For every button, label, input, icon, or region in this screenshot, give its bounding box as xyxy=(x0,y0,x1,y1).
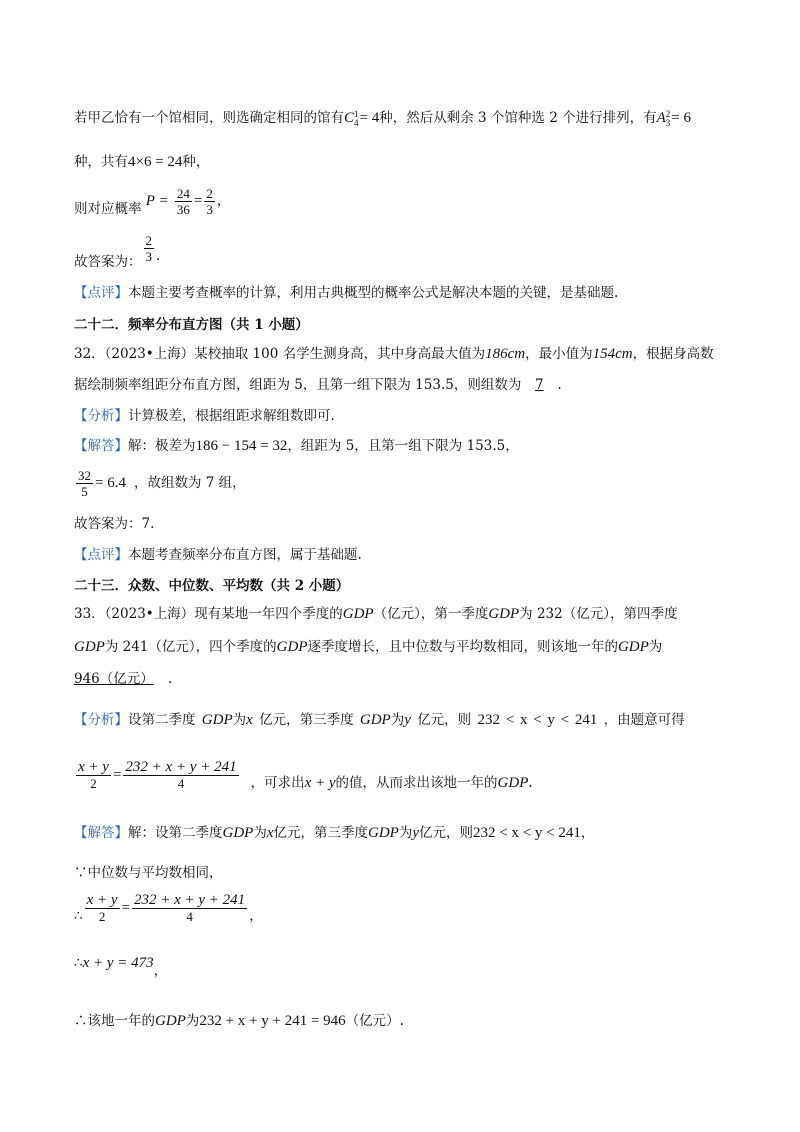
question-32-line-2: 据绘制频率组距分布直方图，组距为 5，且第一组下限为 153.5，则组数为 7 . xyxy=(74,377,562,393)
comment-1: 【点评】本题主要考查概率的计算，利用古典概型的概率公式是解决本题的关键，是基础题. xyxy=(74,285,619,301)
question-33-line-1: 33．（2023•上海）现有某地一年四个季度的GDP（亿元），第一季度GDP为 232（亿元），第四季度 xyxy=(74,606,678,622)
answer-2-line-3: ∴ $\frac{x + y}{2}$ = $\frac{232 + x + y + 241}{4}$ ， xyxy=(74,892,263,924)
answer-1-line-2: $\frac{32}{5}$ = 6.4 ，故组数为 7 组， xyxy=(78,468,246,499)
answer-1-line-1: 【解答】解：极差为186 − 154 = 32，组距为 5，且第一组下限为 153.5， xyxy=(74,438,519,454)
tag-label: 【点评】 xyxy=(74,285,128,301)
math-a: A 2 3 xyxy=(656,108,671,128)
tag-label: 【解答】 xyxy=(74,438,128,454)
tag-label: 【点评】 xyxy=(74,547,128,563)
question-33-line-3: 946（亿元） . xyxy=(74,671,173,687)
section-heading-23: 二十三．众数、中位数、平均数（共 2 小题） xyxy=(74,578,350,594)
fraction: $\frac{x + y}{2}$ xyxy=(86,892,118,924)
fraction: $\frac{2}{3}$ xyxy=(206,186,213,217)
analysis-2-line-2: $\frac{x + y}{2}$ = $\frac{232 + x + y + 241}{4}$ ，可求出x + y的值，从而求出该地一年的GDP. xyxy=(78,759,533,791)
answer-1-line-3: 故答案为：7. xyxy=(74,516,155,532)
answer-2-line-1: 【解答】解：设第二季度GDP为x亿元，第三季度GDP为y亿元，则232 < x < y < 241， xyxy=(74,825,595,841)
line-3: 则对应概率 P = $\frac{24}{36}$ = $\frac{2}{3}$ ， xyxy=(74,186,231,217)
tag-label: 【分析】 xyxy=(74,712,128,728)
answer-blank: 7 xyxy=(535,377,544,393)
answer-blank: 946（亿元） xyxy=(74,671,154,687)
fraction: $\frac{232 + x + y + 241}{4}$ xyxy=(134,892,246,924)
comment-2: 【点评】本题考查频率分布直方图，属于基础题. xyxy=(74,547,362,563)
line-1: 若甲乙恰有一个馆相同，则选确定相同的馆有C 1 4 = 4种，然后从剩余 3 个馆种选 2 个进行排列，有A 2 3 = 6 xyxy=(74,108,691,128)
question-33-line-2: GDP为 241（亿元），四个季度的GDP逐季度增长，且中位数与平均数相同，则该地一年的GDP为 xyxy=(74,639,663,655)
fraction: $\frac{24}{36}$ xyxy=(176,186,190,217)
line-2: 种，共有4×6 = 24种， xyxy=(74,154,210,170)
fraction: $\frac{32}{5}$ xyxy=(78,468,91,499)
question-32-line-1: 32．（2023•上海）某校抽取 100 名学生测身高，其中身高最大值为186cm，最小值为154cm，根据身高数 xyxy=(74,346,714,362)
fraction: $\frac{x + y}{2}$ xyxy=(78,759,109,791)
analysis-1: 【分析】计算极差，根据组距求解组数即可. xyxy=(74,408,335,424)
line-4: 故答案为： $\frac{2}{3}$ . xyxy=(74,233,161,270)
math-c: C 1 4 xyxy=(344,108,359,128)
answer-2-line-5: ∴该地一年的GDP为232 + x + y + 241 = 946（亿元）. xyxy=(74,1013,404,1029)
fraction: $\frac{232 + x + y + 241}{4}$ xyxy=(125,759,237,791)
answer-2-line-4: ∴x + y = 473， xyxy=(74,955,168,979)
fraction: $\frac{2}{3}$ xyxy=(145,233,152,264)
answer-2-line-2: ∵中位数与平均数相同， xyxy=(74,865,223,881)
section-heading-22: 二十二．频率分布直方图（共 1 小题） xyxy=(74,317,309,333)
analysis-2-line-1: 【分析】设第二季度 GDP为x 亿元，第三季度 GDP为y 亿元，则 232 < x < y < 241 ，由题意可得 xyxy=(74,712,685,728)
tag-label: 【分析】 xyxy=(74,408,128,424)
tag-label: 【解答】 xyxy=(74,825,128,841)
